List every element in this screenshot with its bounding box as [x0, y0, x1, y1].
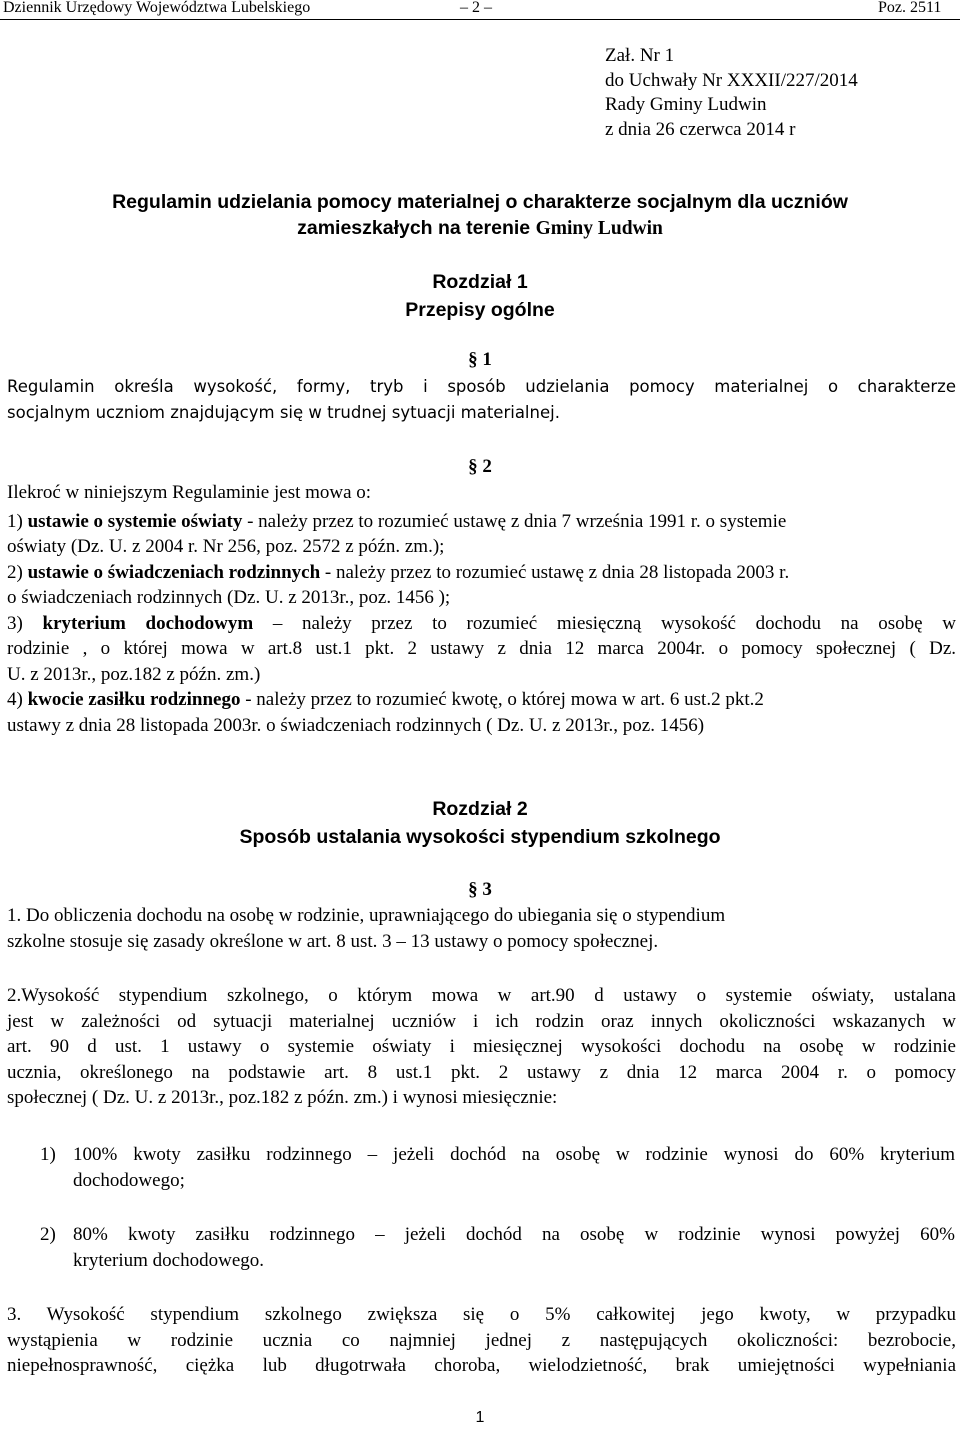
text-line: socjalnym uczniom znajdującym się w trudnej sytuacji materialnej.	[7, 402, 560, 422]
definition-item	[7, 687, 956, 713]
chapter-name: Przepisy ogólne	[405, 299, 555, 321]
page-indicator: – 2 –	[460, 0, 492, 16]
text-line: ucznia, określonego na podstawie art. 8 ust.1 pkt. 2 ustawy z dnia 12 marca 2004 r. o pomocy	[7, 1061, 956, 1083]
title-municipality: Gminy Ludwin	[535, 218, 663, 239]
paragraph-2-mark: § 2	[468, 456, 492, 477]
definition-item-cont: ustawy z dnia 28 listopada 2003r. o świadczeniach rodzinnych ( Dz. U. z 2013r., poz. 1456)	[7, 714, 705, 736]
annex-line: Rady Gminy Ludwin	[605, 94, 767, 115]
text-line: wystąpienia w rodzinie ucznia co najmniej jednej z następujących okoliczności: bezrobocie,	[7, 1329, 956, 1351]
definition-item	[7, 560, 956, 586]
text-line: dochodowego;	[73, 1169, 185, 1191]
text-line: społecznej ( Dz. U. z 2013r., poz.182 z późn. zm.) i wynosi miesięcznie:	[7, 1087, 558, 1108]
definition-item	[7, 611, 956, 637]
text-line: 1. Do obliczenia dochodu na osobę w rodzinie, uprawniającego do ubiegania się o stypendium	[7, 905, 726, 926]
text-line: art. 90 d ust. 1 ustawy o systemie oświaty i miesięcznej wysokości dochodu na osobę w rodzinie	[7, 1036, 956, 1057]
text-line: szkolne stosuje się zasady określone w art. 8 ust. 3 – 13 ustawy o pomocy społecznej.	[7, 930, 659, 952]
text-line: 100% kwoty zasiłku rodzinnego – jeżeli dochód na osobę w rodzinie wynosi do 60% kryterium	[73, 1144, 955, 1165]
item-text: – należy przez to rozumieć miesięczną wysokość dochodu na osobę w	[253, 612, 956, 634]
item-number: 4)	[7, 689, 28, 710]
text-line: 2.Wysokość stypendium szkolnego, o którym mowa w art.90 d ustawy o systemie oświaty, ustalana	[7, 985, 956, 1006]
paragraph-1-text	[7, 374, 956, 425]
paragraph-3-point-1	[7, 903, 956, 954]
chapter-name: Sposób ustalania wysokości stypendium szkolnego	[239, 826, 721, 848]
paragraph-2-intro: Ilekroć w niniejszym Regulaminie jest mowa o:	[7, 482, 372, 503]
text-line: Regulamin określa wysokość, formy, tryb i sposób udzielania pomocy materialnej o charakterze	[7, 377, 956, 396]
definition-item-cont: o świadczeniach rodzinnych (Dz. U. z 2013r., poz. 1456 );	[7, 587, 451, 608]
journal-name: Dziennik Urzędowy Województwa Lubelskiego	[3, 0, 311, 16]
title-line: Regulamin udzielania pomocy materialnej o charakterze socjalnym dla uczniów	[112, 191, 848, 213]
item-term: ustawie o świadczeniach rodzinnych	[27, 561, 321, 583]
item-number: 2)	[7, 561, 28, 583]
item-term: kryterium dochodowym	[42, 612, 254, 634]
paragraph-3-mark: § 3	[468, 879, 492, 900]
document-title	[0, 189, 960, 242]
paragraph-3-point-2	[7, 983, 956, 1111]
text-line: niepełnosprawność, ciężka lub długotrwała choroba, wielodzietność, brak umiejętności wypełniania	[7, 1355, 956, 1376]
page-header	[0, 0, 960, 20]
chapter-number: Rozdział 2	[432, 798, 528, 820]
paragraph-2-body	[7, 480, 956, 738]
title-line	[0, 215, 960, 242]
list-item-number: 2)	[40, 1224, 56, 1245]
annex-line: z dnia 26 czerwca 2014 r	[605, 118, 796, 140]
list-item-number: 1)	[40, 1144, 56, 1165]
position-number: Poz. 2511	[878, 0, 942, 16]
item-text: - należy przez to rozumieć ustawę z dnia 7 września 1991 r. o systemie	[242, 510, 787, 532]
definition-item	[7, 509, 956, 535]
item-term: kwocie zasiłku rodzinnego	[27, 689, 241, 710]
list-item	[73, 1142, 955, 1193]
definition-item-cont: U. z 2013r., poz.182 z późn. zm.)	[7, 663, 261, 685]
text-line: kryterium dochodowego.	[73, 1249, 265, 1271]
definition-item-cont: oświaty (Dz. U. z 2004 r. Nr 256, poz. 2572 z późn. zm.);	[7, 536, 445, 557]
chapter-2-heading	[0, 795, 960, 851]
text-line: jest w zależności od sytuacji materialnej uczniów i ich rodzin oraz innych okoliczności wskazanych w	[7, 1010, 956, 1032]
text-line: 3. Wysokość stypendium szkolnego zwiększa się o 5% całkowitej jego kwoty, w przypadku	[7, 1304, 956, 1325]
item-number: 1)	[7, 510, 28, 532]
annex-line: Zał. Nr 1	[605, 45, 675, 66]
list-item	[73, 1222, 955, 1273]
annex-line: do Uchwały Nr XXXII/227/2014	[605, 69, 858, 91]
chapter-1-heading	[0, 268, 960, 324]
title-text: zamieszkałych na terenie	[297, 217, 536, 239]
item-term: ustawie o systemie oświaty	[27, 510, 243, 532]
paragraph-3-point-3	[7, 1302, 956, 1379]
page-number: 1	[475, 1409, 485, 1426]
paragraph-1-mark: § 1	[468, 349, 492, 370]
chapter-number: Rozdział 1	[432, 271, 528, 293]
item-number: 3)	[7, 612, 43, 634]
annex-reference	[605, 44, 858, 142]
text-line: 80% kwoty zasiłku rodzinnego – jeżeli dochód na osobę w rodzinie wynosi powyżej 60%	[73, 1224, 955, 1245]
item-text: - należy przez to rozumieć ustawę z dnia 28 listopada 2003 r.	[320, 561, 790, 583]
definition-item-cont: rodzinie , o której mowa w art.8 ust.1 pkt. 2 ustawy z dnia 12 marca 2004r. o pomocy społecznej ( Dz.	[7, 638, 956, 659]
item-text: - należy przez to rozumieć kwotę, o której mowa w art. 6 ust.2 pkt.2	[240, 689, 764, 710]
